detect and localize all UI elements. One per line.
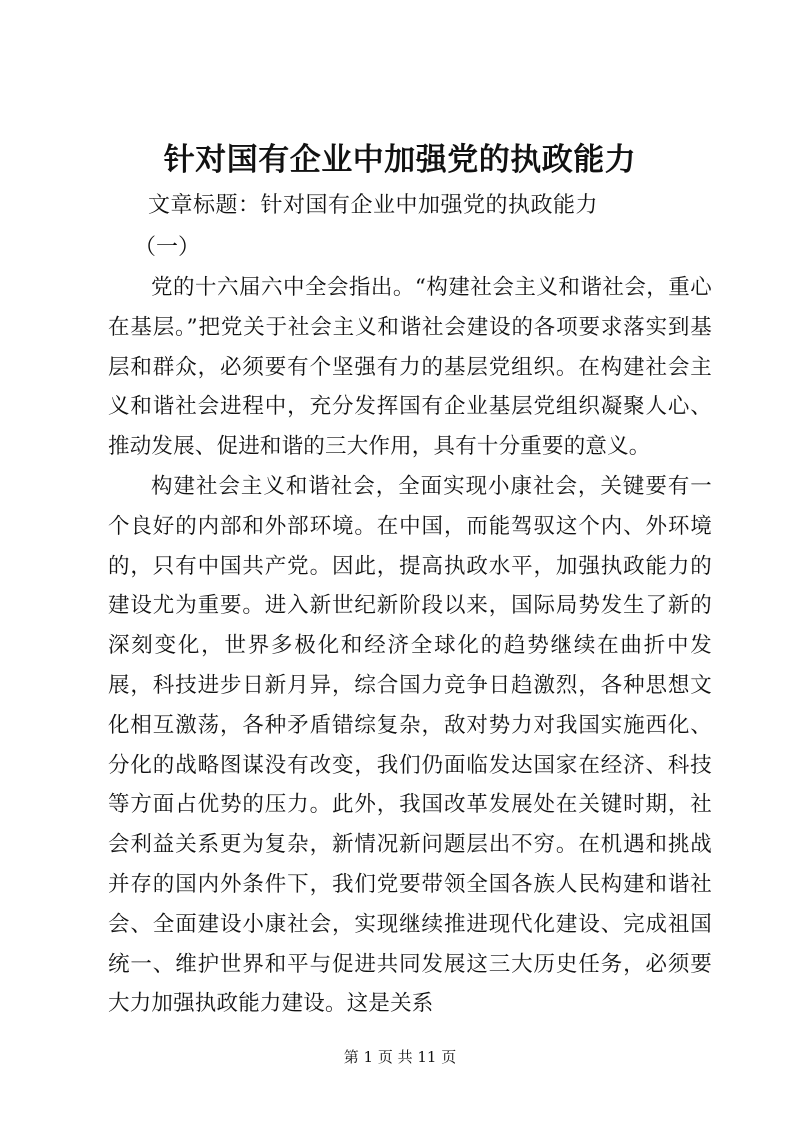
document-body — [108, 268, 712, 1024]
page-indicator: 第 1 页 共 11 页 — [343, 1048, 457, 1066]
paragraph: 构建社会主义和谐社会，全面实现小康社会，关键要有一个良好的内部和外部环境。在中国，而能驾驭这个内、外环境的，只有中国共产党。因此，提高执政水平，加强执政能力的建设尤为重要。进入新世纪新阶段以来，国际局势发生了新的深刻变化，世界多极化和经济全球化的趋势继续在曲折中发展，科技进步日新月异，综合国力竞争日趋激烈，各种思想文化相互激荡，各种矛盾错综复杂，敌对势力对我国实施西化、分化的战略图谋没有改变，我们仍面临发达国家在经济、科技等方面占优势的压力。此外，我国改革发展处在关键时期，社会利益关系更为复杂，新情况新问题层出不穷。在机遇和挑战并存的国内外条件下，我们党要带领全国各族人民构建和谐社会、全面建设小康社会，实现继续推进现代化建设、完成祖国统一、维护世界和平与促进共同发展这三大历史任务，必须要大力加强执政能力建设。这是关系 — [108, 473, 712, 1017]
article-title-line: 文章标题：针对国有企业中加强党的执政能力 — [148, 193, 599, 218]
section-label: （一） — [134, 235, 201, 260]
paragraph: 党的十六届六中全会指出。“构建社会主义和谐社会，重心在基层。”把党关于社会主义和谐社会建设的各项要求落实到基层和群众，必须要有个坚强有力的基层党组织。在构建社会主义和谐社会进程中，充分发挥国有企业基层党组织凝聚人心、推动发展、促进和谐的三大作用，具有十分重要的意义。 — [108, 275, 712, 460]
document-title: 针对国有企业中加强党的执政能力 — [163, 142, 637, 178]
